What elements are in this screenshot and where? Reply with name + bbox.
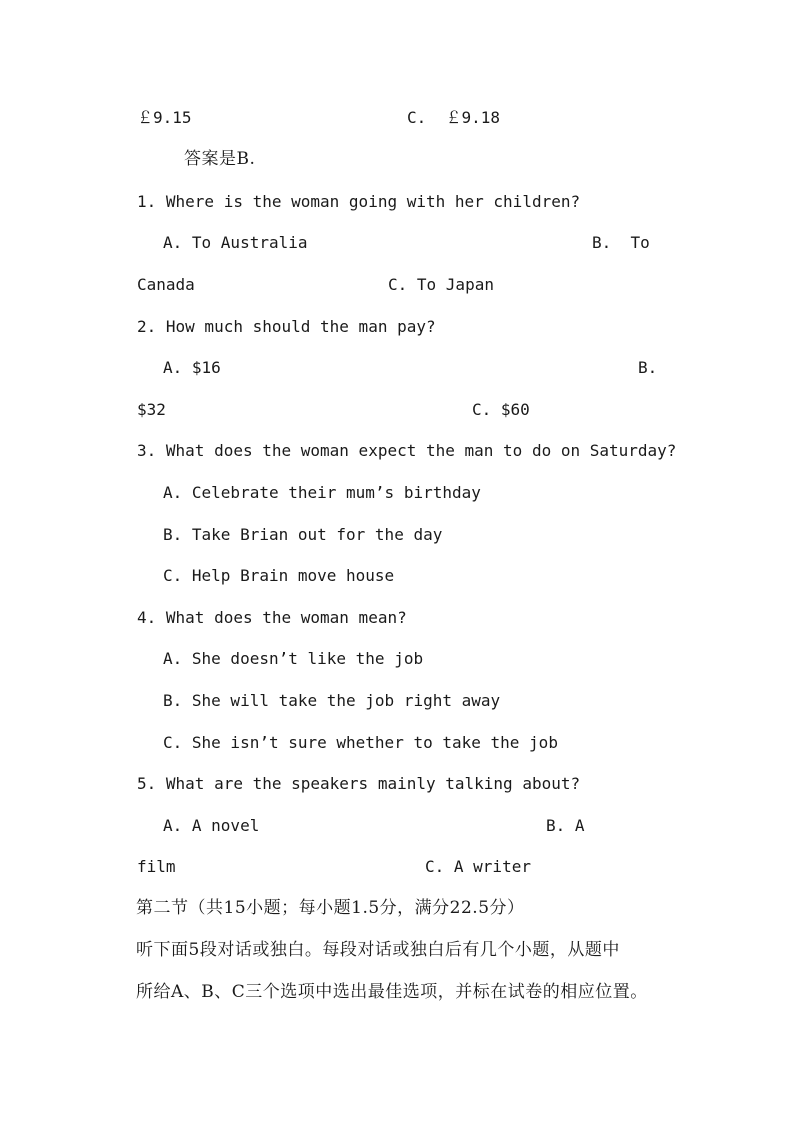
q4-option-a: A. She doesn’t like the job — [163, 649, 424, 668]
prev-option-c: C. ￡9.18 — [407, 108, 501, 127]
example-answer: 答案是B. — [184, 149, 256, 169]
question-2: 2. How much should the man pay? — [137, 317, 436, 336]
prev-option-b: ￡9.15 — [137, 108, 192, 127]
q2-option-c: C. $60 — [472, 400, 530, 419]
question-3: 3. What does the woman expect the man to do on Saturday? — [137, 441, 677, 460]
q5-option-c: C. A writer — [425, 857, 531, 876]
section-2-instructions-line-1: 听下面5段对话或独白。每段对话或独白后有几个小题，从题中 — [136, 940, 620, 960]
section-2-title: 第二节（共15小题；每小题1.5分，满分22.5分） — [136, 898, 525, 918]
q2-option-a: A. $16 — [163, 358, 221, 377]
q3-option-b: B. Take Brian out for the day — [163, 525, 443, 544]
q5-option-b-tail: film — [137, 857, 176, 876]
question-5: 5. What are the speakers mainly talking about? — [137, 774, 581, 793]
q4-option-b: B. She will take the job right away — [163, 691, 501, 710]
q2-option-b-tail: $32 — [137, 400, 166, 419]
q1-option-a: A. To Australia — [163, 233, 308, 252]
q2-option-b-head: B. — [638, 358, 658, 377]
q3-option-a: A. Celebrate their mum’s birthday — [163, 483, 481, 502]
q5-option-a: A. A novel — [163, 816, 260, 835]
q3-option-c: C. Help Brain move house — [163, 566, 395, 585]
q5-option-b-head: B. A — [546, 816, 585, 835]
q4-option-c: C. She isn’t sure whether to take the job — [163, 733, 558, 752]
q1-option-b-head: B. To — [592, 233, 650, 252]
q1-option-c: C. To Japan — [388, 275, 494, 294]
question-1: 1. Where is the woman going with her children? — [137, 192, 581, 211]
q1-option-b-tail: Canada — [137, 275, 195, 294]
question-4: 4. What does the woman mean? — [137, 608, 407, 627]
section-2-instructions-line-2: 所给A、B、C三个选项中选出最佳选项，并标在试卷的相应位置。 — [136, 982, 648, 1002]
